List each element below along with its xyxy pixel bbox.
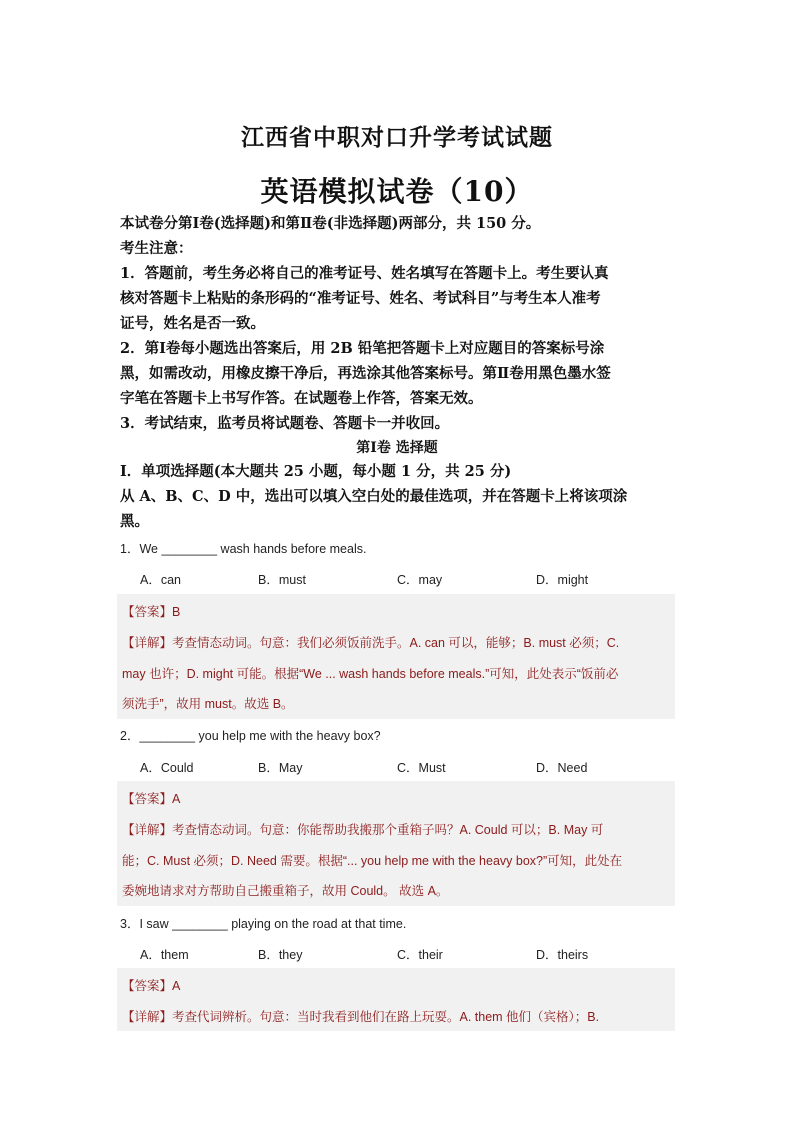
answer-label: 【答案】A (122, 979, 181, 993)
exam-title: 江西省中职对口升学考试试题 (241, 124, 553, 151)
option-a: A．them (140, 948, 189, 962)
intro-line: 字笔在答题卡上书写作答。在试题卷上作答，答案无效。 (120, 390, 483, 407)
answer-detail-line: 能；C. Must 必须；D. Need 需要。根据“... you help me with the heavy box?”可知，此处在 (122, 854, 623, 868)
answer-box (117, 594, 675, 719)
part-heading: Ⅰ．单项选择题(本大题共 25 小题，每小题 1 分，共 25 分) (120, 463, 512, 480)
question-stem: 2．________ you help me with the heavy box? (120, 729, 381, 743)
question-stem: 1．We ________ wash hands before meals. (120, 542, 367, 556)
intro-line: 黑，如需改动，用橡皮擦干净后，再选涂其他答案标号。第Ⅱ卷用黑色墨水签 (120, 365, 611, 382)
answer-label: 【答案】B (122, 605, 181, 619)
intro-line: 本试卷分第Ⅰ卷(选择题)和第Ⅱ卷(非选择题)两部分，共 150 分。 (120, 215, 541, 232)
option-c: C．may (397, 573, 443, 587)
intro-line: 3．考试结束，监考员将试题卷、答题卡一并收回。 (120, 415, 450, 432)
answer-box (117, 968, 675, 1031)
option-c: C．their (397, 948, 443, 962)
option-d: D．Need (536, 761, 588, 775)
answer-detail-line: may 也许；D. might 可能。根据“We ... wash hands before meals.”可知，此处表示“饭前必 (122, 667, 619, 681)
instruction-line: 从 A、B、C、D 中，选出可以填入空白处的最佳选项，并在答题卡上将该项涂 (120, 488, 628, 505)
option-a: A．can (140, 573, 181, 587)
option-c: C．Must (397, 761, 446, 775)
answer-detail-line: 【详解】考查代词辨析。句意：当时我看到他们在路上玩耍。A. them 他们（宾格）；B. (122, 1010, 600, 1024)
intro-line: 1．答题前，考生务必将自己的准考证号、姓名填写在答题卡上。考生要认真 (120, 265, 609, 282)
option-a: A．Could (140, 761, 194, 775)
answer-label: 【答案】A (122, 792, 181, 806)
intro-line: 核对答题卡上粘贴的条形码的“准考证号、姓名、考试科目”与考生本人准考 (120, 290, 601, 307)
option-b: B．they (258, 948, 303, 962)
instruction-line: 黑。 (120, 513, 149, 530)
intro-line: 证号，姓名是否一致。 (120, 315, 265, 332)
answer-detail-line: 【详解】考查情态动词。句意：你能帮助我搬那个重箱子吗？A. Could 可以；B. May 可 (122, 823, 604, 837)
option-b: B．May (258, 761, 303, 775)
option-d: D．might (536, 573, 589, 587)
section-title: 第Ⅰ卷 选择题 (356, 440, 438, 456)
answer-detail-line: 须洗手”，故用 must。故选 B。 (122, 697, 294, 711)
intro-line: 考生注意： (120, 240, 193, 257)
answer-box (117, 781, 675, 906)
answer-detail-line: 委婉地请求对方帮助自己搬重箱子，故用 Could。 故选 A。 (122, 884, 449, 898)
exam-subtitle: 英语模拟试卷（10） (260, 175, 534, 208)
intro-line: 2．第Ⅰ卷每小题选出答案后，用 2B 铅笔把答题卡上对应题目的答案标号涂 (120, 340, 605, 357)
option-d: D．theirs (536, 948, 589, 962)
answer-detail-line: 【详解】考查情态动词。句意：我们必须饭前洗手。A. can 可以，能够；B. must 必须；C. (122, 636, 620, 650)
question-stem: 3．I saw ________ playing on the road at that time. (120, 917, 407, 931)
option-b: B．must (258, 573, 306, 587)
